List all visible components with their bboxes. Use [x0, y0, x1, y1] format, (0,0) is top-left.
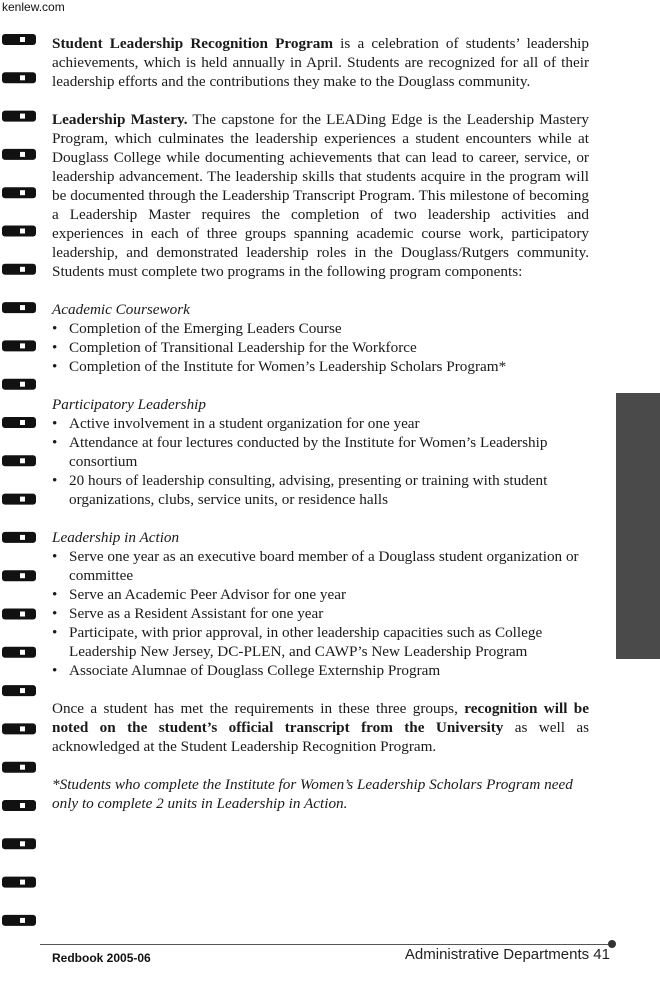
list-item-text: Completion of Transitional Leadership for the Workforce — [69, 339, 417, 356]
list-item-text: Serve one year as an executive board member of a Douglass student organization or committee — [69, 548, 579, 584]
binding-coil — [2, 455, 36, 466]
bullet-icon: • — [52, 586, 58, 603]
page-body — [52, 34, 589, 832]
group-list — [52, 319, 589, 376]
binding-coil — [2, 838, 36, 849]
list-item-text: Participate, with prior approval, in other leadership capacities such as College Leadership New Jersey, DC-PLEN, and CAWP’s New Leadership Program — [69, 624, 543, 660]
bullet-icon: • — [52, 548, 58, 565]
binding-hole — [20, 841, 25, 846]
list-item — [52, 319, 589, 338]
bullet-icon: • — [52, 472, 58, 489]
footer-rule — [40, 944, 612, 945]
bullet-icon: • — [52, 662, 58, 679]
bullet-icon: • — [52, 624, 58, 641]
binding-coil — [2, 915, 36, 926]
binding-coil — [2, 494, 36, 505]
binding-hole — [20, 765, 25, 770]
binding-hole — [20, 190, 25, 195]
footer-page-label: Administrative Departments 41 — [404, 946, 610, 963]
binding-hole — [20, 229, 25, 234]
binding-coil — [2, 647, 36, 658]
binding-hole — [20, 803, 25, 808]
binding-coil — [2, 34, 36, 45]
binding-coil — [2, 379, 36, 390]
binding-coil — [2, 723, 36, 734]
bullet-icon: • — [52, 605, 58, 622]
binding-coil — [2, 800, 36, 811]
footer-publication: Redbook 2005-06 — [52, 951, 151, 965]
binding-hole — [20, 267, 25, 272]
binding-hole — [20, 75, 25, 80]
binding-coil — [2, 149, 36, 160]
binding-coil — [2, 72, 36, 83]
mastery-paragraph — [52, 110, 589, 281]
binding-coil — [2, 187, 36, 198]
list-item-text: 20 hours of leadership consulting, advising, presenting or training with student organizations, clubs, service units, or residence halls — [69, 472, 548, 508]
list-item — [52, 623, 589, 661]
closing-bold: recognition will be noted on the student’s official transcript from the University — [52, 700, 589, 736]
list-item — [52, 414, 589, 433]
group-title: Participatory Leadership — [52, 396, 206, 413]
closing-pre: Once a student has met the requirements in these three groups, — [52, 700, 465, 717]
binding-hole — [20, 343, 25, 348]
binding-hole — [20, 688, 25, 693]
binding-coil — [2, 877, 36, 888]
binding-coil — [2, 532, 36, 543]
bullet-icon: • — [52, 320, 58, 337]
list-item-text: Active involvement in a student organization for one year — [69, 415, 420, 432]
list-item-text: Serve an Academic Peer Advisor for one year — [69, 586, 347, 603]
binding-hole — [20, 880, 25, 885]
binding-hole — [20, 152, 25, 157]
binding-coil — [2, 340, 36, 351]
list-item — [52, 604, 589, 623]
binding-hole — [20, 458, 25, 463]
watermark: kenlew.com — [2, 0, 65, 14]
binding-hole — [20, 37, 25, 42]
group-title: Leadership in Action — [52, 529, 180, 546]
list-item — [52, 338, 589, 357]
spiral-binding — [0, 20, 36, 960]
binding-coil — [2, 570, 36, 581]
program-groups — [52, 300, 589, 680]
list-item — [52, 433, 589, 471]
list-item-text: Associate Alumnae of Douglass College Externship Program — [69, 662, 441, 679]
list-item — [52, 357, 589, 376]
binding-hole — [20, 535, 25, 540]
recognition-heading: Student Leadership Recognition Program — [52, 35, 334, 52]
closing-paragraph — [52, 699, 589, 756]
binding-hole — [20, 497, 25, 502]
binding-hole — [20, 420, 25, 425]
list-item — [52, 471, 589, 509]
bullet-icon: • — [52, 434, 58, 451]
list-item — [52, 547, 589, 585]
binding-hole — [20, 382, 25, 387]
binding-hole — [20, 573, 25, 578]
group-list — [52, 547, 589, 680]
binding-hole — [20, 114, 25, 119]
binding-hole — [20, 305, 25, 310]
recognition-text: is a celebration of students’ leadership achievements, which is held annually in April. Students are recognized for all of their leadership efforts and the contributions they make to the Douglass community. — [52, 35, 589, 90]
binding-coil — [2, 302, 36, 313]
binding-coil — [2, 685, 36, 696]
list-item-text: Completion of the Emerging Leaders Course — [69, 320, 342, 337]
binding-coil — [2, 762, 36, 773]
bullet-icon: • — [52, 339, 58, 356]
binding-hole — [20, 726, 25, 731]
list-item-text: Attendance at four lectures conducted by the Institute for Women’s Leadership consortium — [69, 434, 548, 470]
binding-coil — [2, 417, 36, 428]
binding-coil — [2, 264, 36, 275]
recognition-paragraph — [52, 34, 589, 91]
closing-post: as well as acknowledged at the Student Leadership Recognition Program. — [52, 719, 589, 755]
list-item-text: Completion of the Institute for Women’s Leadership Scholars Program* — [69, 358, 507, 375]
list-item — [52, 585, 589, 604]
mastery-heading: Leadership Mastery. — [52, 111, 188, 128]
bullet-icon: • — [52, 358, 58, 375]
binding-coil — [2, 609, 36, 620]
binding-hole — [20, 650, 25, 655]
binding-hole — [20, 612, 25, 617]
list-item — [52, 661, 589, 680]
footnote: *Students who complete the Institute for Women’s Leadership Scholars Program need only to complete 2 units in Leadership in Action. — [52, 776, 573, 812]
mastery-text: The capstone for the LEADing Edge is the Leadership Mastery Program, which culminates the leadership experiences a student encounters while at Douglass College while documenting achievements that can lead to career, service, or leadership advancement. The leadership skills that students acquire in the program will be documented through the Leadership Transcript Program. This milestone of becoming a Leadership Master requires the completion of two leadership activities and experiences in each of three groups spanning academic course work, participatory leadership, and demonstrated leadership roles in the Douglass/Rutgers community. Students must complete two programs in the following program components: — [52, 111, 589, 280]
binding-coil — [2, 226, 36, 237]
list-item-text: Serve as a Resident Assistant for one year — [69, 605, 324, 622]
section-tab — [616, 393, 660, 659]
bullet-icon: • — [52, 415, 58, 432]
binding-hole — [20, 918, 25, 923]
group-title: Academic Coursework — [52, 301, 190, 318]
binding-coil — [2, 111, 36, 122]
group-list — [52, 414, 589, 509]
